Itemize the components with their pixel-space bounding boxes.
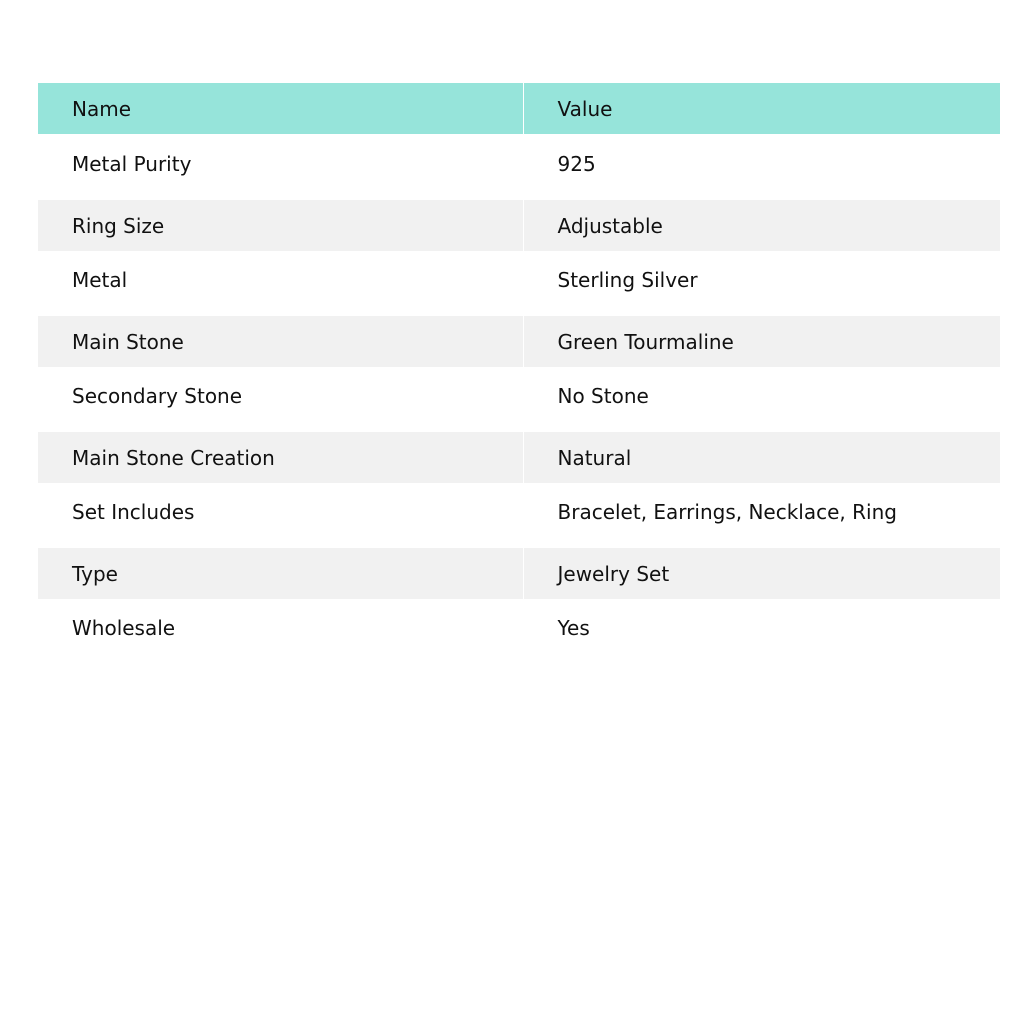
row-value-cell: Adjustable	[523, 197, 1000, 252]
table-row	[38, 545, 1000, 600]
row-name-cell: Main Stone	[38, 313, 523, 368]
table-row	[38, 599, 1000, 657]
column-header-name: Name	[38, 83, 523, 135]
table-row	[38, 429, 1000, 484]
row-value-cell: Sterling Silver	[557, 268, 698, 292]
row-value-cell: Bracelet, Earrings, Necklace, Ring	[557, 500, 897, 524]
row-name-cell: Metal Purity	[38, 135, 523, 197]
table-row	[38, 483, 1000, 545]
table-body	[38, 135, 1000, 658]
row-value-cell: Natural	[523, 429, 1000, 484]
table-row	[38, 367, 1000, 429]
row-value-cell: Jewelry Set	[523, 545, 1000, 600]
row-name-cell: Main Stone Creation	[38, 429, 523, 484]
table-row	[38, 313, 1000, 368]
column-header-value: Value	[523, 83, 1000, 135]
row-name-cell: Wholesale	[38, 599, 523, 657]
row-name-cell: Ring Size	[38, 197, 523, 252]
table-row	[38, 135, 1000, 197]
table-header	[38, 83, 1000, 135]
row-name-cell: Secondary Stone	[38, 367, 523, 429]
table-row	[38, 251, 1000, 313]
row-value-cell: Yes	[557, 616, 590, 640]
row-name-cell: Type	[38, 545, 523, 600]
row-value-cell: No Stone	[557, 384, 649, 408]
row-value-cell: 925	[557, 152, 596, 176]
row-value-cell: Green Tourmaline	[523, 313, 1000, 368]
specifications-table	[38, 83, 1000, 657]
table-header-row	[38, 83, 1000, 135]
table-row	[38, 197, 1000, 252]
row-name-cell: Set Includes	[38, 483, 523, 545]
row-name-cell: Metal	[38, 251, 523, 313]
